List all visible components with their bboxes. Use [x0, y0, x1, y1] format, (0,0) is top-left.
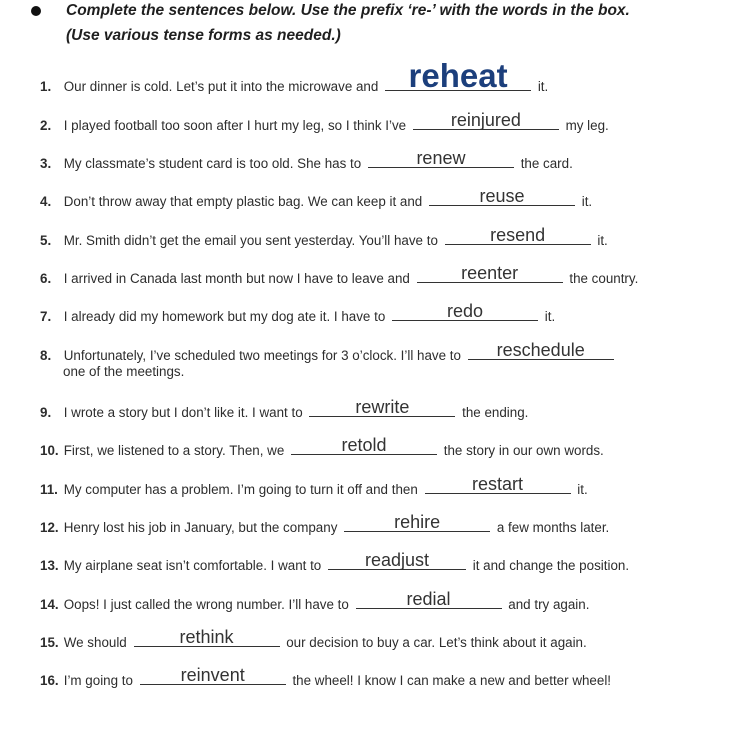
- answer-text: reinjured: [450, 110, 521, 130]
- sentence-after: it.: [581, 194, 593, 209]
- answer-blank[interactable]: [417, 263, 563, 283]
- answer-blank[interactable]: [445, 225, 591, 245]
- sentence-after: the ending.: [462, 405, 529, 420]
- sentence-after: and try again.: [508, 597, 590, 612]
- answer-blank[interactable]: [344, 512, 490, 532]
- sentence-item: [40, 57, 549, 94]
- answer-blank[interactable]: [368, 148, 514, 168]
- sentence-item: [40, 186, 593, 209]
- sentence-after: the story in our own words.: [443, 443, 604, 458]
- item-number: 5.: [40, 233, 52, 248]
- item-number: 13.: [40, 558, 59, 573]
- sentence-item: [40, 627, 587, 650]
- item-number: 15.: [40, 635, 59, 650]
- item-number: 1.: [40, 79, 52, 94]
- answer-text: redo: [447, 301, 484, 321]
- sentence-before: Unfortunately, I’ve scheduled two meetings for 3 o’clock. I’ll have to: [63, 348, 461, 363]
- item-number: 4.: [40, 194, 52, 209]
- sentence-item: [40, 397, 529, 420]
- sentence-before: Our dinner is cold. Let’s put it into the microwave and: [63, 79, 379, 94]
- sentence-after: it.: [597, 233, 608, 248]
- answer-text: rewrite: [355, 397, 410, 417]
- sentence-before: Henry lost his job in January, but the company: [63, 520, 338, 535]
- bullet-point: [31, 6, 41, 16]
- answer-text: reheat: [408, 57, 508, 94]
- answer-text: readjust: [364, 550, 429, 570]
- sentence-after: it and change the position.: [472, 558, 630, 573]
- sentence-item: [40, 665, 612, 688]
- sentence-before: First, we listened to a story. Then, we: [63, 443, 285, 458]
- item-number: 10.: [40, 443, 59, 458]
- sentence-item: [40, 474, 588, 497]
- answer-text: resend: [490, 225, 546, 245]
- sentence-after: the card.: [520, 156, 573, 171]
- instructions-line-1: Complete the sentences below. Use the prefix ‘re-’ with the words in the box.: [66, 2, 630, 19]
- sentence-before: I’m going to: [63, 673, 133, 688]
- sentence-after: our decision to buy a car. Let’s think about it again.: [286, 635, 587, 650]
- item-number: 7.: [40, 309, 52, 324]
- answer-blank[interactable]: [468, 340, 614, 360]
- sentence-before: I already did my homework but my dog ate it. I have to: [63, 309, 386, 324]
- sentence-before: I arrived in Canada last month but now I have to leave and: [63, 271, 410, 286]
- answer-blank[interactable]: [328, 550, 466, 570]
- sentence-item: [40, 148, 573, 171]
- sentence-before: My classmate’s student card is too old. She has to: [63, 156, 362, 171]
- sentence-before: Mr. Smith didn’t get the email you sent yesterday. You’ll have to: [63, 233, 438, 248]
- item-number: 11.: [40, 482, 58, 497]
- answer-blank[interactable]: [140, 665, 286, 685]
- sentence-before: My airplane seat isn’t comfortable. I want to: [63, 558, 322, 573]
- answer-blank[interactable]: [385, 57, 531, 94]
- sentence-item: [40, 435, 604, 458]
- item-number: 8.: [40, 348, 52, 363]
- item-number: 9.: [40, 405, 52, 420]
- sentence-before: I wrote a story but I don’t like it. I want to: [63, 405, 303, 420]
- answer-blank[interactable]: [413, 110, 559, 130]
- sentence-item: [40, 550, 630, 573]
- answer-text: rehire: [394, 512, 441, 532]
- answer-blank[interactable]: [134, 627, 280, 647]
- sentence-before: Oops! I just called the wrong number. I’ll have to: [63, 597, 349, 612]
- answer-blank[interactable]: [425, 474, 571, 494]
- item-number: 16.: [40, 673, 59, 688]
- answer-blank[interactable]: [309, 397, 455, 417]
- answer-text: retold: [341, 435, 387, 455]
- sentence-after: it.: [544, 309, 556, 324]
- sentence-item: [40, 301, 556, 324]
- sentence-after: the wheel! I know I can make a new and better wheel!: [292, 673, 612, 688]
- item-number: 6.: [40, 271, 52, 286]
- item-number: 3.: [40, 156, 52, 171]
- item-number: 12.: [40, 520, 59, 535]
- sentence-item: [40, 340, 617, 363]
- sentence-after: it.: [577, 482, 588, 497]
- instructions-line-2: (Use various tense forms as needed.): [66, 27, 341, 44]
- sentence-after: my leg.: [565, 118, 609, 133]
- answer-text: reenter: [461, 263, 519, 283]
- sentence-item: [40, 589, 590, 612]
- sentence-after: one of the meetings.: [63, 364, 185, 379]
- sentence-item: [40, 512, 610, 535]
- sentence-before: I played football too soon after I hurt my leg, so I think I’ve: [63, 118, 407, 133]
- sentence-before: Don’t throw away that empty plastic bag. We can keep it and: [63, 194, 423, 209]
- answer-text: reschedule: [496, 340, 585, 360]
- sentence-after: a few months later.: [496, 520, 610, 535]
- answer-text: restart: [472, 474, 524, 494]
- answer-text: redial: [406, 589, 451, 609]
- answer-text: reuse: [479, 186, 525, 206]
- item-number: 14.: [40, 597, 59, 612]
- answer-blank[interactable]: [429, 186, 575, 206]
- answer-text: reinvent: [180, 665, 245, 685]
- answer-text: rethink: [179, 627, 234, 647]
- answer-blank[interactable]: [392, 301, 538, 321]
- answer-blank[interactable]: [291, 435, 437, 455]
- answer-blank[interactable]: [356, 589, 502, 609]
- sentence-item: [40, 225, 608, 248]
- answer-text: renew: [416, 148, 466, 168]
- item-number: 2.: [40, 118, 52, 133]
- sentence-before: My computer has a problem. I’m going to turn it off and then: [63, 482, 418, 497]
- sentence-item: [40, 263, 639, 286]
- sentence-after: it.: [537, 79, 549, 94]
- sentence-before: We should: [63, 635, 127, 650]
- sentence-item: [40, 110, 609, 133]
- sentence-after: the country.: [569, 271, 639, 286]
